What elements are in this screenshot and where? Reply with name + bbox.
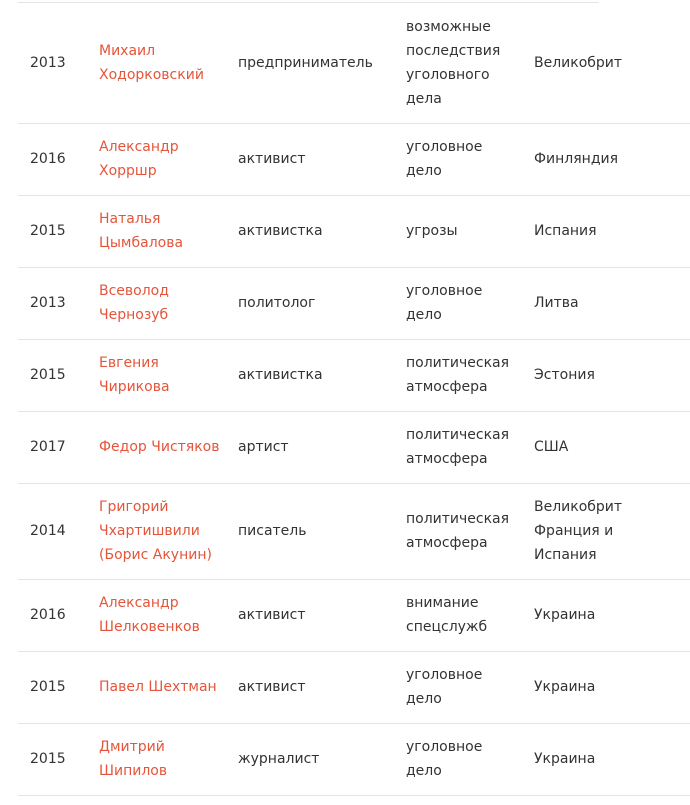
- reason-cell: [406, 411, 534, 483]
- name-line: Шелковенков: [99, 619, 200, 635]
- occupation-cell: активистка: [238, 339, 406, 411]
- reason-cell: [406, 723, 534, 795]
- reason-cell: [406, 195, 534, 267]
- country-cell: [534, 267, 690, 339]
- occupation-cell: активист: [238, 651, 406, 723]
- reason-line: последствия: [406, 42, 501, 59]
- country-line: Великобрит: [534, 499, 623, 515]
- year-cell: 2016: [18, 123, 99, 195]
- table-row: [18, 3, 690, 123]
- table-row: [18, 267, 690, 339]
- reason-line: уголовное: [406, 139, 483, 155]
- person-name-link[interactable]: [99, 139, 179, 179]
- name-cell: [99, 483, 238, 579]
- person-name-link[interactable]: [99, 439, 220, 455]
- table-body: [18, 3, 690, 795]
- emigrants-table-container: [18, 0, 623, 805]
- country-cell: [534, 195, 690, 267]
- reason-line: возможные: [406, 18, 491, 35]
- name-line: Павел Шехтман: [99, 679, 217, 695]
- name-line: Александр: [99, 139, 179, 155]
- country-line: Литва: [534, 295, 579, 311]
- person-name-link[interactable]: [99, 499, 212, 563]
- year-cell: 2016: [18, 579, 99, 651]
- name-cell: [99, 579, 238, 651]
- name-line: Шипилов: [99, 763, 168, 779]
- name-line: Чернозуб: [99, 307, 169, 323]
- occupation-cell: писатель: [238, 483, 406, 579]
- reason-line: дело: [406, 763, 442, 779]
- name-cell: [99, 411, 238, 483]
- reason-line: спецслужб: [406, 619, 488, 635]
- year-cell: 2014: [18, 483, 99, 579]
- name-line: Хорршр: [99, 163, 157, 179]
- person-name-link[interactable]: [99, 679, 217, 695]
- reason-cell: [406, 267, 534, 339]
- name-line: Александр: [99, 595, 179, 611]
- name-line: Наталья: [99, 211, 161, 227]
- occupation-cell: активист: [238, 123, 406, 195]
- name-line: Григорий: [99, 499, 169, 515]
- person-name-link[interactable]: [99, 739, 167, 779]
- reason-cell: [406, 483, 534, 579]
- emigrants-table: [18, 3, 690, 796]
- occupation-cell: активист: [238, 579, 406, 651]
- table-row: [18, 339, 690, 411]
- name-cell: [99, 339, 238, 411]
- year-cell: 2015: [18, 651, 99, 723]
- reason-line: атмосфера: [406, 451, 488, 467]
- name-cell: [99, 651, 238, 723]
- reason-line: дело: [406, 163, 442, 179]
- year-cell: 2017: [18, 411, 99, 483]
- table-row: [18, 579, 690, 651]
- occupation-cell: журналист: [238, 723, 406, 795]
- name-line: Михаил: [99, 42, 156, 59]
- name-line: Чхартишвили: [99, 523, 200, 539]
- reason-cell: [406, 123, 534, 195]
- name-line: Чирикова: [99, 379, 170, 395]
- year-cell: 2015: [18, 723, 99, 795]
- reason-line: дело: [406, 691, 442, 707]
- person-name-link[interactable]: [99, 211, 183, 251]
- country-line: Великобрит: [534, 54, 623, 71]
- reason-line: дела: [406, 90, 442, 107]
- occupation-cell: политолог: [238, 267, 406, 339]
- name-cell: [99, 723, 238, 795]
- year-cell: 2013: [18, 3, 99, 123]
- country-cell: [534, 123, 690, 195]
- country-line: Испания: [534, 223, 597, 239]
- country-cell: [534, 651, 690, 723]
- reason-line: политическая: [406, 511, 510, 527]
- reason-line: дело: [406, 307, 442, 323]
- name-cell: [99, 3, 238, 123]
- name-cell: [99, 195, 238, 267]
- table-row: [18, 483, 690, 579]
- reason-line: уголовное: [406, 739, 483, 755]
- name-line: Федор Чистяков: [99, 439, 220, 455]
- reason-cell: [406, 3, 534, 123]
- name-line: Ходорковский: [99, 66, 204, 83]
- reason-line: политическая: [406, 355, 510, 371]
- country-line: Украина: [534, 607, 596, 623]
- country-cell: [534, 411, 690, 483]
- table-row: [18, 195, 690, 267]
- country-cell: [534, 483, 690, 579]
- name-cell: [99, 267, 238, 339]
- reason-line: политическая: [406, 427, 510, 443]
- table-row: [18, 723, 690, 795]
- year-cell: 2013: [18, 267, 99, 339]
- person-name-link[interactable]: [99, 355, 170, 395]
- country-line: США: [534, 439, 569, 455]
- name-line: Евгения: [99, 355, 159, 371]
- reason-cell: [406, 339, 534, 411]
- person-name-link[interactable]: [99, 595, 200, 635]
- reason-line: внимание: [406, 595, 479, 611]
- table-row: [18, 411, 690, 483]
- reason-line: уголовного: [406, 66, 490, 83]
- occupation-cell: активистка: [238, 195, 406, 267]
- name-line: Дмитрий: [99, 739, 165, 755]
- reason-line: уголовное: [406, 667, 483, 683]
- reason-line: атмосфера: [406, 379, 488, 395]
- reason-cell: [406, 579, 534, 651]
- reason-line: атмосфера: [406, 535, 488, 551]
- year-cell: 2015: [18, 339, 99, 411]
- reason-cell: [406, 651, 534, 723]
- reason-line: уголовное: [406, 283, 483, 299]
- table-row: [18, 651, 690, 723]
- person-name-link[interactable]: [99, 283, 169, 323]
- country-cell: [534, 579, 690, 651]
- country-cell: [534, 339, 690, 411]
- person-name-link[interactable]: [99, 43, 204, 83]
- country-line: Украина: [534, 751, 596, 767]
- year-cell: 2015: [18, 195, 99, 267]
- name-line: (Борис Акунин): [99, 547, 212, 563]
- country-cell: [534, 723, 690, 795]
- reason-line: угрозы: [406, 223, 458, 239]
- name-line: Всеволод: [99, 283, 169, 299]
- country-line: Украина: [534, 679, 596, 695]
- occupation-cell: артист: [238, 411, 406, 483]
- country-line: Испания: [534, 547, 597, 563]
- table-row: [18, 123, 690, 195]
- country-line: Франция и: [534, 523, 614, 539]
- name-line: Цымбалова: [99, 235, 184, 251]
- occupation-cell: предприниматель: [238, 3, 406, 123]
- country-line: Финляндия: [534, 151, 619, 167]
- name-cell: [99, 123, 238, 195]
- country-cell: [534, 3, 690, 123]
- country-line: Эстония: [534, 367, 595, 383]
